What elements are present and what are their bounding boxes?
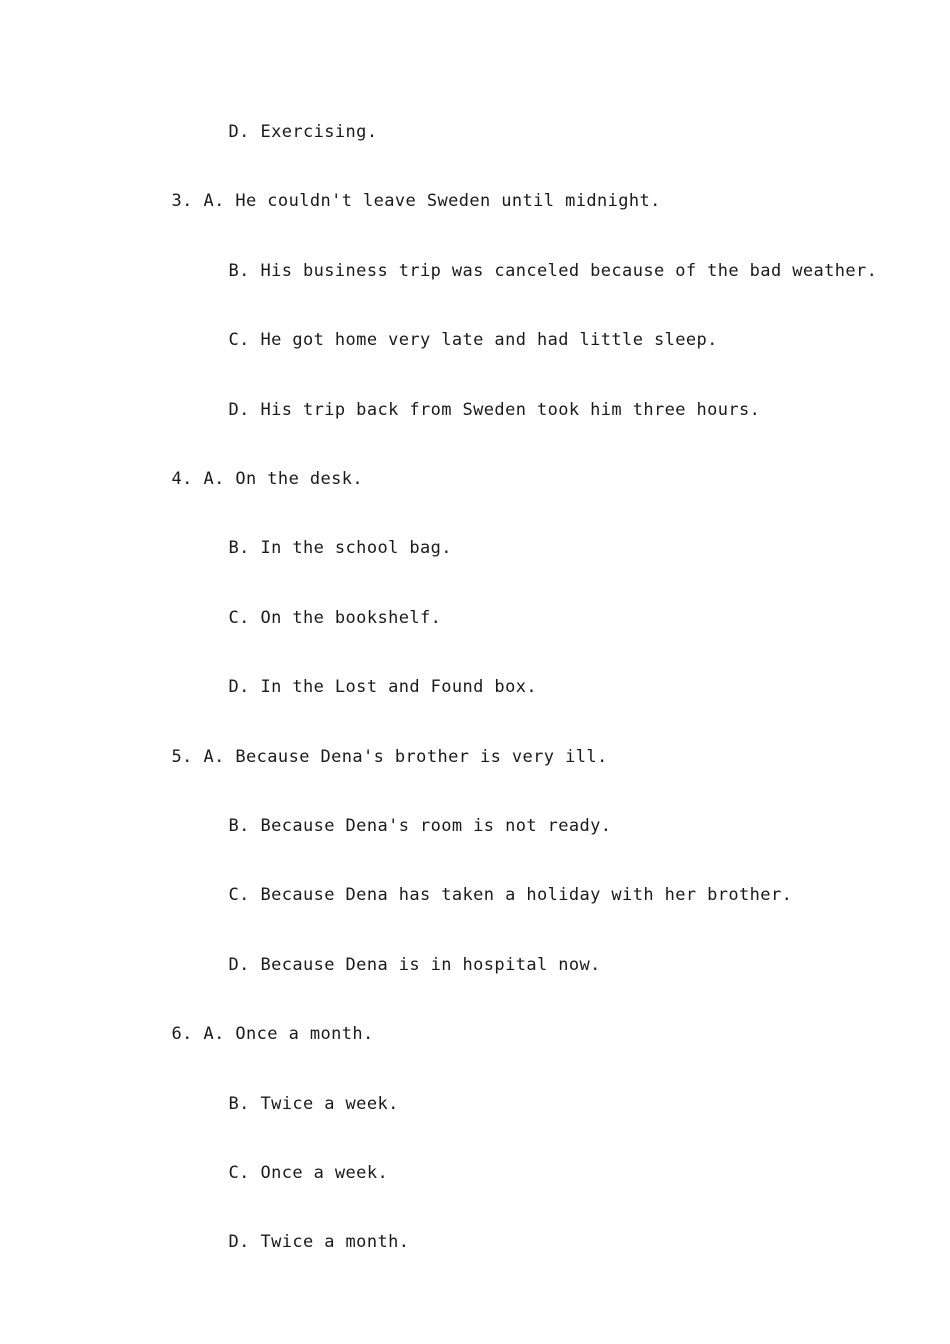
question-number: 6. xyxy=(171,1024,193,1044)
option-letter: C. xyxy=(228,608,250,628)
option-row xyxy=(186,380,760,440)
option-text: On the bookshelf. xyxy=(260,608,442,628)
option-letter: C. xyxy=(228,330,250,350)
option-text: Exercising. xyxy=(260,122,378,142)
option-letter: C. xyxy=(228,885,250,905)
option-row xyxy=(186,1143,388,1203)
question-number: 5. xyxy=(171,747,193,767)
option-text: Twice a month. xyxy=(260,1232,410,1252)
option-text: His business trip was canceled because of the bad weather. xyxy=(260,261,878,281)
option-row xyxy=(186,102,377,162)
option-letter: A. xyxy=(203,469,225,489)
option-text: Because Dena's brother is very ill. xyxy=(235,747,608,767)
option-text: Because Dena has taken a holiday with her brother. xyxy=(260,885,793,905)
option-text: Once a week. xyxy=(260,1163,389,1183)
option-text: Once a month. xyxy=(235,1024,374,1044)
option-text: His trip back from Sweden took him three hours. xyxy=(260,400,761,420)
option-letter: B. xyxy=(228,261,250,281)
option-text: He got home very late and had little sleep. xyxy=(260,330,718,350)
option-letter: A. xyxy=(203,1024,225,1044)
question-number: 3. xyxy=(171,191,193,211)
option-letter: A. xyxy=(203,191,225,211)
option-text: He couldn't leave Sweden until midnight. xyxy=(235,191,661,211)
option-letter: C. xyxy=(228,1163,250,1183)
option-text: On the desk. xyxy=(235,469,364,489)
option-text: In the Lost and Found box. xyxy=(260,677,537,697)
option-row xyxy=(186,796,611,856)
option-text: Because Dena's room is not ready. xyxy=(260,816,612,836)
option-letter: D. xyxy=(228,1232,250,1252)
option-letter: D. xyxy=(228,677,250,697)
option-row xyxy=(186,865,792,925)
option-text: Because Dena is in hospital now. xyxy=(260,955,601,975)
option-row xyxy=(186,935,601,995)
question-6 xyxy=(129,1004,374,1064)
option-row xyxy=(186,310,718,370)
option-letter: B. xyxy=(228,538,250,558)
option-letter: A. xyxy=(203,747,225,767)
option-letter: B. xyxy=(228,816,250,836)
question-number: 4. xyxy=(171,469,193,489)
option-text: In the school bag. xyxy=(260,538,452,558)
option-row xyxy=(186,241,877,301)
question-5 xyxy=(129,727,608,787)
option-text: Twice a week. xyxy=(260,1094,399,1114)
option-row xyxy=(186,1074,399,1134)
option-letter: D. xyxy=(228,400,250,420)
option-letter: B. xyxy=(228,1094,250,1114)
question-4 xyxy=(129,449,363,509)
option-row xyxy=(186,657,537,717)
option-row xyxy=(186,518,452,578)
option-letter: D. xyxy=(228,955,250,975)
option-row xyxy=(186,1212,409,1272)
question-3 xyxy=(129,171,661,231)
option-letter: D. xyxy=(228,122,250,142)
option-row xyxy=(186,588,441,648)
